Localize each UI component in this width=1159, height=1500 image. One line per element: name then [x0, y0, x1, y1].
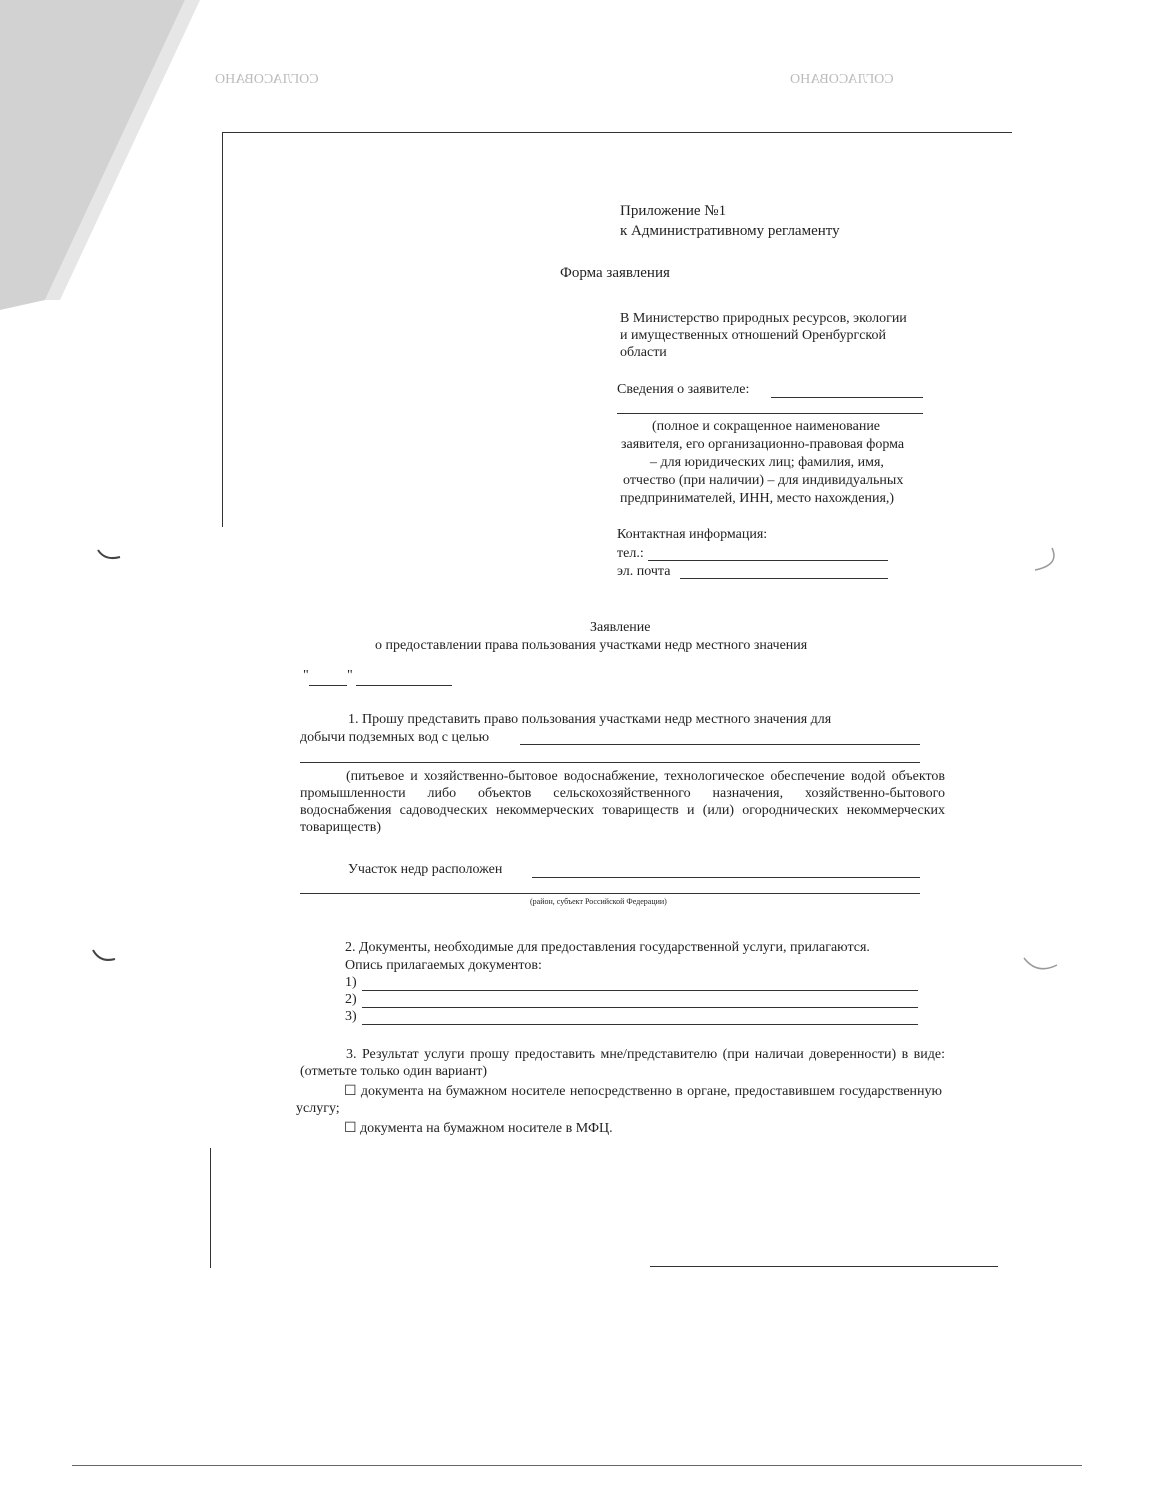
- lower-left-border-line: [210, 1148, 211, 1268]
- checkbox-icon[interactable]: ☐: [344, 1121, 357, 1136]
- document-item-3: 3): [345, 1009, 357, 1024]
- bleed-text-left: СОГЛАСОВАНО: [790, 72, 894, 87]
- bleed-text-right: СОГЛАСОВАНО: [215, 72, 319, 87]
- punch-hole-mark-right-1: [1030, 545, 1060, 575]
- applicant-field-line-1[interactable]: [771, 397, 923, 398]
- purpose-hint: (питьевое и хозяйственно-бытовое водоснабжение, технологическое обеспечение водой объектов промышленности либо объектов сельскохозяйственного назначения, хозяйственно-бытового водоснабжения садоводческих некоммерческих товариществ и (или) огороднических некоммерческих товариществ): [300, 769, 945, 835]
- folded-corner: [0, 0, 230, 320]
- location-hint: (район, субъект Российской Федерации): [530, 897, 667, 906]
- punch-hole-mark-left-1: [95, 545, 125, 565]
- applicant-field-line-2[interactable]: [617, 413, 923, 414]
- applicant-hint-5: предпринимателей, ИНН, место нахождения,): [620, 491, 895, 506]
- location-label: Участок недр расположен: [348, 862, 503, 877]
- section3-text: 3. Результат услуги прошу предоставить мне/представителю (при наличаи доверенности) в виде: (отметьте только один вариант): [300, 1047, 945, 1079]
- option-paper-in-mfc-label: документа на бумажном носителе в МФЦ.: [360, 1121, 613, 1136]
- statement-title: Заявление: [590, 620, 651, 635]
- purpose-field-line-1[interactable]: [520, 744, 920, 745]
- document-item-3-line[interactable]: [362, 1024, 918, 1025]
- purpose-field-line-2[interactable]: [300, 762, 920, 763]
- punch-hole-mark-left-2: [90, 945, 120, 967]
- checkbox-icon[interactable]: ☐: [344, 1084, 357, 1099]
- date-day-field[interactable]: [309, 685, 347, 686]
- option-paper-in-authority-label: документа на бумажном носителе непосредственно в органе, предоставившем государственную услугу;: [296, 1084, 943, 1116]
- addressee-line-1: В Министерство природных ресурсов, экологии: [620, 311, 907, 326]
- document-item-1: 1): [345, 975, 357, 990]
- option-paper-in-authority[interactable]: [296, 1083, 942, 1117]
- applicant-label: Сведения о заявителе:: [617, 382, 750, 397]
- email-label: эл. почта: [617, 564, 671, 579]
- date-quote-close: ": [347, 668, 353, 683]
- applicant-hint-3: – для юридических лиц; фамилия, имя,: [650, 455, 884, 470]
- location-field-line-2[interactable]: [300, 893, 920, 894]
- left-border-line: [222, 132, 223, 527]
- addressee-line-3: области: [620, 345, 667, 360]
- section1-line-1: 1. Прошу представить право пользования участками недр местного значения для: [348, 712, 832, 727]
- applicant-hint-2: заявителя, его организационно-правовая форма: [621, 437, 905, 452]
- form-title: Форма заявления: [560, 265, 670, 281]
- statement-subtitle: о предоставлении права пользования участками недр местного значения: [375, 638, 808, 653]
- appendix-title: Приложение №1: [620, 203, 727, 219]
- contacts-label: Контактная информация:: [617, 527, 768, 542]
- section2-line-1: 2. Документы, необходимые для предоставления государственной услуги, прилагаются.: [345, 940, 870, 955]
- date-month-field[interactable]: [356, 685, 452, 686]
- document-item-2: 2): [345, 992, 357, 1007]
- documents-list-label: Опись прилагаемых документов:: [345, 958, 542, 973]
- email-field-line[interactable]: [680, 578, 888, 579]
- appendix-subtitle: к Административному регламенту: [620, 223, 840, 239]
- document-item-1-line[interactable]: [362, 990, 918, 991]
- top-border-line: [222, 132, 1012, 133]
- bottom-border-line: [650, 1266, 998, 1267]
- page-bottom-edge: [72, 1465, 1082, 1466]
- document-item-2-line[interactable]: [362, 1007, 918, 1008]
- option-paper-in-mfc[interactable]: [344, 1120, 613, 1137]
- phone-label: тел.:: [617, 546, 644, 561]
- section1-line-2: добычи подземных вод с целью: [300, 730, 490, 745]
- addressee-line-2: и имущественных отношений Оренбургской: [620, 328, 886, 343]
- phone-field-line[interactable]: [648, 560, 888, 561]
- punch-hole-mark-right-2: [1022, 950, 1060, 975]
- date-quote-open: ": [303, 668, 309, 683]
- applicant-hint-1: (полное и сокращенное наименование: [652, 419, 881, 434]
- applicant-hint-4: отчество (при наличии) – для индивидуальных: [623, 473, 904, 488]
- location-field-line-1[interactable]: [532, 877, 920, 878]
